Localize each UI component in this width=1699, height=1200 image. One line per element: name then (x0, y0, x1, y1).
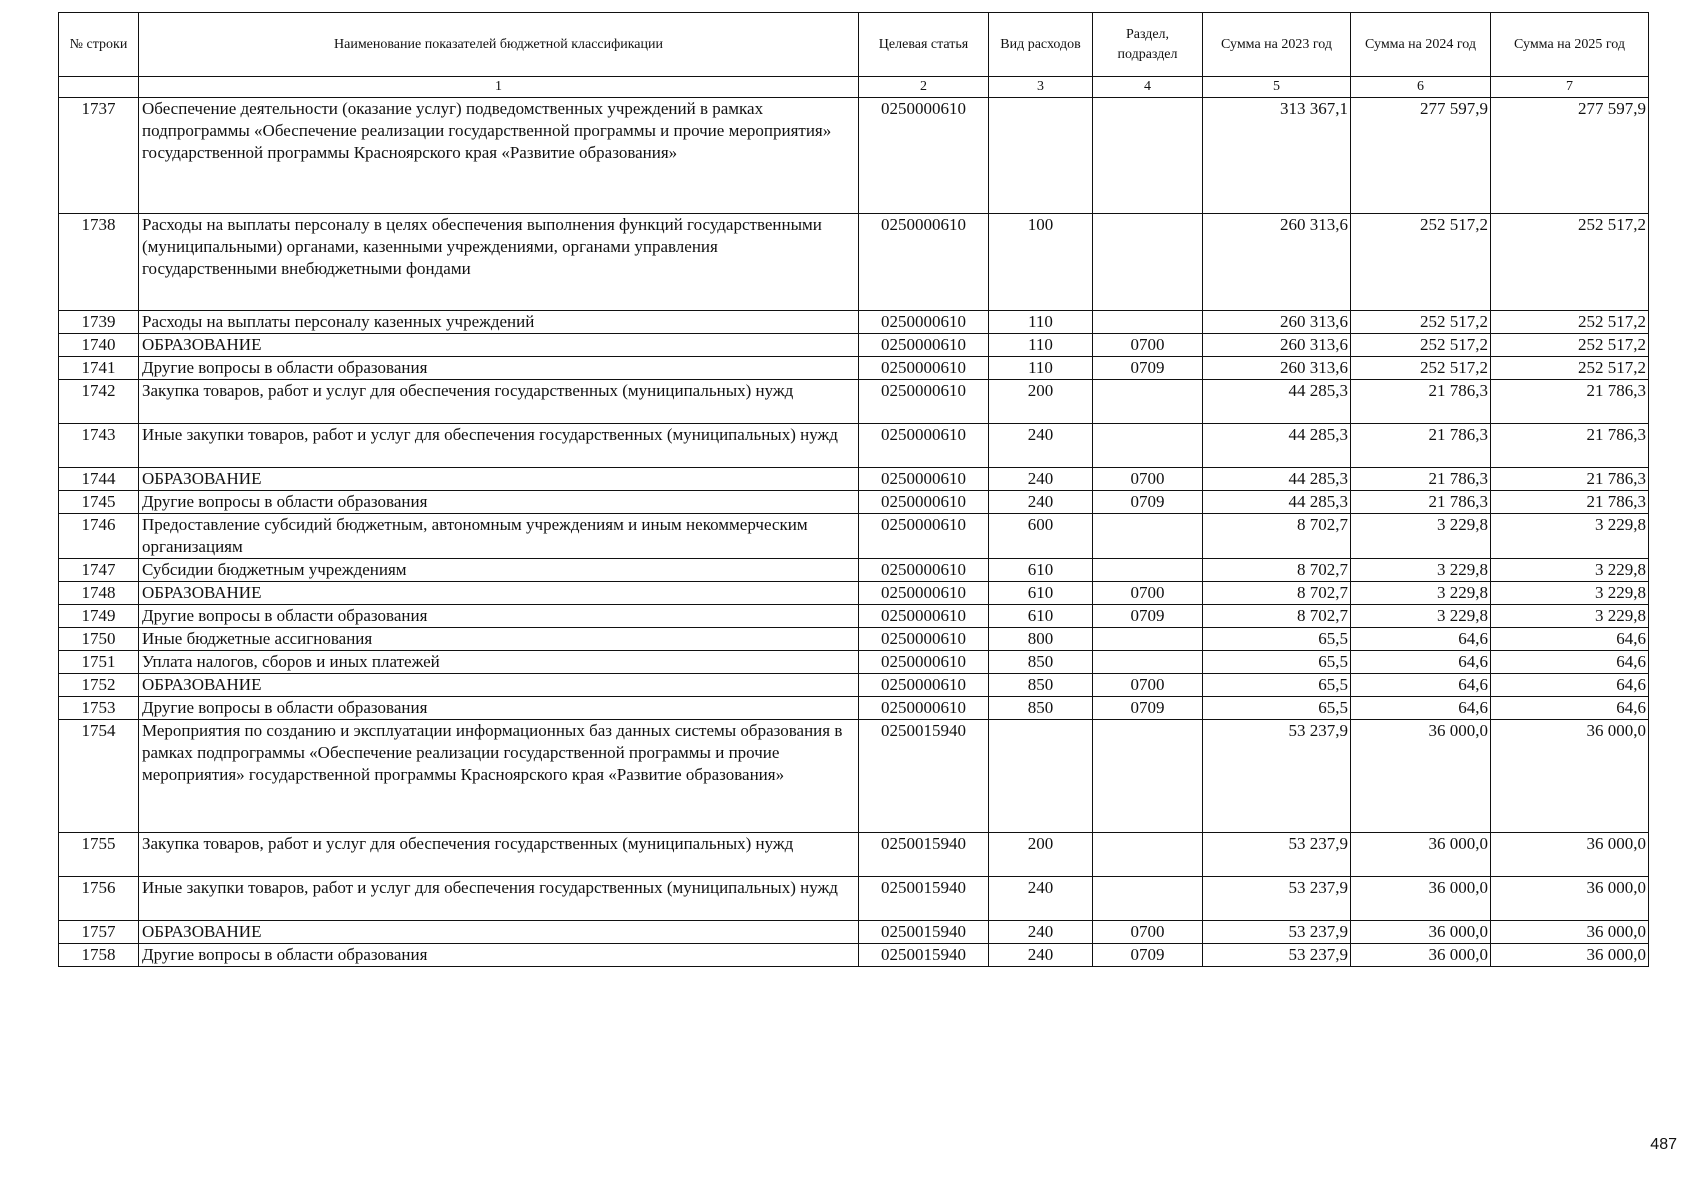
row-target-code: 0250000610 (859, 334, 989, 357)
row-section-code (1093, 311, 1203, 334)
row-expense-type (989, 98, 1093, 214)
row-target-code: 0250000610 (859, 582, 989, 605)
row-sum-2025: 252 517,2 (1491, 311, 1649, 334)
table-row (59, 380, 1649, 424)
row-section-code: 0709 (1093, 605, 1203, 628)
row-expense-type: 240 (989, 944, 1093, 967)
row-number: 1756 (59, 877, 139, 921)
row-expense-type: 100 (989, 214, 1093, 311)
header-name: Наименование показателей бюджетной классификации (139, 13, 859, 77)
row-sum-2025: 64,6 (1491, 628, 1649, 651)
row-sum-2023: 65,5 (1203, 651, 1351, 674)
row-sum-2025: 36 000,0 (1491, 720, 1649, 833)
row-section-code (1093, 98, 1203, 214)
header-sum-2024: Сумма на 2024 год (1351, 13, 1491, 77)
row-sum-2023: 260 313,6 (1203, 334, 1351, 357)
table-row (59, 468, 1649, 491)
row-sum-2025: 64,6 (1491, 674, 1649, 697)
column-number-row (59, 77, 1649, 98)
row-sum-2023: 260 313,6 (1203, 214, 1351, 311)
row-number: 1748 (59, 582, 139, 605)
row-sum-2025: 3 229,8 (1491, 605, 1649, 628)
row-sum-2025: 64,6 (1491, 697, 1649, 720)
row-target-code: 0250000610 (859, 697, 989, 720)
row-target-code: 0250015940 (859, 877, 989, 921)
row-sum-2025: 21 786,3 (1491, 380, 1649, 424)
row-name: Другие вопросы в области образования (139, 697, 859, 720)
row-sum-2024: 21 786,3 (1351, 380, 1491, 424)
column-number: 3 (989, 77, 1093, 98)
table-row (59, 921, 1649, 944)
row-expense-type: 240 (989, 491, 1093, 514)
row-target-code: 0250000610 (859, 605, 989, 628)
row-target-code: 0250000610 (859, 651, 989, 674)
row-sum-2025: 21 786,3 (1491, 468, 1649, 491)
header-sum-2025: Сумма на 2025 год (1491, 13, 1649, 77)
row-name: ОБРАЗОВАНИЕ (139, 582, 859, 605)
row-number: 1744 (59, 468, 139, 491)
row-sum-2024: 36 000,0 (1351, 944, 1491, 967)
row-target-code: 0250000610 (859, 514, 989, 559)
row-section-code: 0709 (1093, 357, 1203, 380)
row-number: 1753 (59, 697, 139, 720)
row-name: Расходы на выплаты персоналу в целях обеспечения выполнения функций государственными (муниципальными) органами, казенными учреждениями, органами управления государственными внебюджетными фондами (139, 214, 859, 311)
table-row (59, 720, 1649, 833)
row-number: 1742 (59, 380, 139, 424)
row-section-code (1093, 514, 1203, 559)
row-expense-type: 800 (989, 628, 1093, 651)
row-name: ОБРАЗОВАНИЕ (139, 334, 859, 357)
row-sum-2024: 21 786,3 (1351, 491, 1491, 514)
table-row (59, 651, 1649, 674)
row-name: Иные закупки товаров, работ и услуг для обеспечения государственных (муниципальных) нужд (139, 877, 859, 921)
row-sum-2025: 252 517,2 (1491, 357, 1649, 380)
table-row (59, 628, 1649, 651)
row-sum-2024: 64,6 (1351, 697, 1491, 720)
budget-table (58, 12, 1649, 967)
row-sum-2025: 252 517,2 (1491, 334, 1649, 357)
row-number: 1743 (59, 424, 139, 468)
table-row (59, 944, 1649, 967)
row-expense-type: 110 (989, 334, 1093, 357)
row-section-code (1093, 833, 1203, 877)
row-section-code: 0709 (1093, 944, 1203, 967)
row-expense-type: 110 (989, 311, 1093, 334)
row-sum-2025: 3 229,8 (1491, 514, 1649, 559)
header-exp-type: Вид расходов (989, 13, 1093, 77)
header-row-no: № строки (59, 13, 139, 77)
row-target-code: 0250000610 (859, 311, 989, 334)
row-number: 1754 (59, 720, 139, 833)
row-name: Другие вопросы в области образования (139, 357, 859, 380)
table-header-row (59, 13, 1649, 77)
table-body (59, 98, 1649, 967)
row-target-code: 0250000610 (859, 674, 989, 697)
row-sum-2024: 252 517,2 (1351, 334, 1491, 357)
row-sum-2024: 252 517,2 (1351, 214, 1491, 311)
header-target: Целевая статья (859, 13, 989, 77)
row-section-code: 0700 (1093, 921, 1203, 944)
row-name: Другие вопросы в области образования (139, 605, 859, 628)
row-name: Мероприятия по созданию и эксплуатации информационных баз данных системы образования в рамках подпрограммы «Обеспечение реализации государственной программы и прочие мероприятия» государственной программы Красноярского края «Развитие образования» (139, 720, 859, 833)
row-sum-2025: 36 000,0 (1491, 921, 1649, 944)
row-sum-2024: 36 000,0 (1351, 921, 1491, 944)
row-expense-type: 850 (989, 674, 1093, 697)
row-target-code: 0250000610 (859, 357, 989, 380)
row-sum-2025: 3 229,8 (1491, 582, 1649, 605)
row-section-code (1093, 214, 1203, 311)
row-sum-2025: 36 000,0 (1491, 877, 1649, 921)
row-section-code: 0709 (1093, 491, 1203, 514)
row-sum-2024: 3 229,8 (1351, 605, 1491, 628)
row-sum-2025: 3 229,8 (1491, 559, 1649, 582)
row-expense-type: 240 (989, 468, 1093, 491)
row-sum-2024: 277 597,9 (1351, 98, 1491, 214)
row-expense-type: 200 (989, 833, 1093, 877)
row-target-code: 0250015940 (859, 944, 989, 967)
row-sum-2023: 8 702,7 (1203, 605, 1351, 628)
row-target-code: 0250015940 (859, 720, 989, 833)
row-name: Предоставление субсидий бюджетным, автономным учреждениям и иным некоммерческим организациям (139, 514, 859, 559)
row-sum-2025: 36 000,0 (1491, 944, 1649, 967)
row-sum-2025: 277 597,9 (1491, 98, 1649, 214)
row-number: 1751 (59, 651, 139, 674)
table-row (59, 877, 1649, 921)
row-target-code: 0250000610 (859, 214, 989, 311)
row-expense-type: 850 (989, 651, 1093, 674)
row-sum-2023: 8 702,7 (1203, 559, 1351, 582)
row-sum-2023: 260 313,6 (1203, 357, 1351, 380)
row-target-code: 0250000610 (859, 468, 989, 491)
row-sum-2025: 64,6 (1491, 651, 1649, 674)
row-expense-type: 850 (989, 697, 1093, 720)
row-expense-type: 110 (989, 357, 1093, 380)
row-sum-2023: 53 237,9 (1203, 921, 1351, 944)
column-number: 1 (139, 77, 859, 98)
column-number: 2 (859, 77, 989, 98)
row-number: 1745 (59, 491, 139, 514)
row-name: ОБРАЗОВАНИЕ (139, 921, 859, 944)
row-expense-type: 610 (989, 605, 1093, 628)
row-sum-2023: 53 237,9 (1203, 720, 1351, 833)
table-row (59, 582, 1649, 605)
row-section-code (1093, 877, 1203, 921)
table-row (59, 605, 1649, 628)
table-row (59, 424, 1649, 468)
row-sum-2024: 36 000,0 (1351, 877, 1491, 921)
row-sum-2024: 252 517,2 (1351, 357, 1491, 380)
row-expense-type: 240 (989, 877, 1093, 921)
row-number: 1752 (59, 674, 139, 697)
header-sum-2023: Сумма на 2023 год (1203, 13, 1351, 77)
row-target-code: 0250000610 (859, 98, 989, 214)
row-target-code: 0250000610 (859, 628, 989, 651)
row-target-code: 0250000610 (859, 559, 989, 582)
row-sum-2023: 65,5 (1203, 697, 1351, 720)
row-sum-2023: 65,5 (1203, 628, 1351, 651)
row-sum-2023: 8 702,7 (1203, 514, 1351, 559)
row-number: 1750 (59, 628, 139, 651)
row-name: ОБРАЗОВАНИЕ (139, 674, 859, 697)
row-sum-2023: 8 702,7 (1203, 582, 1351, 605)
row-section-code: 0700 (1093, 334, 1203, 357)
row-expense-type: 200 (989, 380, 1093, 424)
table-row (59, 674, 1649, 697)
row-sum-2024: 21 786,3 (1351, 424, 1491, 468)
column-number: 5 (1203, 77, 1351, 98)
row-number: 1737 (59, 98, 139, 214)
row-number: 1755 (59, 833, 139, 877)
row-name: Другие вопросы в области образования (139, 491, 859, 514)
row-name: Иные бюджетные ассигнования (139, 628, 859, 651)
row-name: Другие вопросы в области образования (139, 944, 859, 967)
row-section-code (1093, 559, 1203, 582)
row-sum-2024: 64,6 (1351, 651, 1491, 674)
row-sum-2024: 64,6 (1351, 674, 1491, 697)
row-name: Уплата налогов, сборов и иных платежей (139, 651, 859, 674)
row-sum-2024: 3 229,8 (1351, 514, 1491, 559)
page-number: 487 (1650, 1136, 1677, 1153)
row-target-code: 0250015940 (859, 833, 989, 877)
row-sum-2023: 44 285,3 (1203, 468, 1351, 491)
row-target-code: 0250000610 (859, 380, 989, 424)
budget-table-container (58, 12, 1648, 967)
row-name: Обеспечение деятельности (оказание услуг) подведомственных учреждений в рамках подпрограммы «Обеспечение реализации государственной программы и прочие мероприятия» государственной программы Красноярского края «Развитие образования» (139, 98, 859, 214)
row-sum-2023: 44 285,3 (1203, 424, 1351, 468)
table-row (59, 833, 1649, 877)
row-target-code: 0250000610 (859, 491, 989, 514)
row-section-code: 0709 (1093, 697, 1203, 720)
row-sum-2023: 260 313,6 (1203, 311, 1351, 334)
table-row (59, 491, 1649, 514)
table-row (59, 214, 1649, 311)
row-number: 1747 (59, 559, 139, 582)
row-sum-2023: 313 367,1 (1203, 98, 1351, 214)
table-row (59, 357, 1649, 380)
row-target-code: 0250000610 (859, 424, 989, 468)
row-section-code (1093, 424, 1203, 468)
row-section-code: 0700 (1093, 674, 1203, 697)
row-sum-2025: 21 786,3 (1491, 491, 1649, 514)
row-sum-2024: 252 517,2 (1351, 311, 1491, 334)
table-row (59, 311, 1649, 334)
row-expense-type: 240 (989, 424, 1093, 468)
header-section: Раздел, подраздел (1093, 13, 1203, 77)
table-row (59, 559, 1649, 582)
column-number: 6 (1351, 77, 1491, 98)
row-expense-type: 600 (989, 514, 1093, 559)
row-number: 1741 (59, 357, 139, 380)
row-target-code: 0250015940 (859, 921, 989, 944)
row-section-code (1093, 651, 1203, 674)
row-number: 1739 (59, 311, 139, 334)
row-sum-2023: 53 237,9 (1203, 877, 1351, 921)
row-expense-type: 240 (989, 921, 1093, 944)
row-section-code: 0700 (1093, 468, 1203, 491)
column-number: 4 (1093, 77, 1203, 98)
row-number: 1749 (59, 605, 139, 628)
row-section-code (1093, 720, 1203, 833)
row-name: Расходы на выплаты персоналу казенных учреждений (139, 311, 859, 334)
row-sum-2023: 65,5 (1203, 674, 1351, 697)
table-row (59, 697, 1649, 720)
row-sum-2023: 44 285,3 (1203, 380, 1351, 424)
row-expense-type (989, 720, 1093, 833)
row-number: 1757 (59, 921, 139, 944)
row-sum-2025: 21 786,3 (1491, 424, 1649, 468)
row-sum-2024: 3 229,8 (1351, 582, 1491, 605)
table-row (59, 514, 1649, 559)
row-number: 1746 (59, 514, 139, 559)
row-expense-type: 610 (989, 582, 1093, 605)
row-sum-2025: 36 000,0 (1491, 833, 1649, 877)
row-sum-2023: 53 237,9 (1203, 944, 1351, 967)
row-name: Закупка товаров, работ и услуг для обеспечения государственных (муниципальных) нужд (139, 833, 859, 877)
row-sum-2023: 44 285,3 (1203, 491, 1351, 514)
row-sum-2024: 3 229,8 (1351, 559, 1491, 582)
row-sum-2024: 21 786,3 (1351, 468, 1491, 491)
table-row (59, 334, 1649, 357)
row-number: 1740 (59, 334, 139, 357)
column-number: 7 (1491, 77, 1649, 98)
row-name: Закупка товаров, работ и услуг для обеспечения государственных (муниципальных) нужд (139, 380, 859, 424)
row-section-code (1093, 380, 1203, 424)
row-sum-2024: 36 000,0 (1351, 720, 1491, 833)
row-expense-type: 610 (989, 559, 1093, 582)
row-sum-2024: 64,6 (1351, 628, 1491, 651)
row-sum-2024: 36 000,0 (1351, 833, 1491, 877)
row-sum-2023: 53 237,9 (1203, 833, 1351, 877)
row-number: 1738 (59, 214, 139, 311)
row-number: 1758 (59, 944, 139, 967)
row-name: Субсидии бюджетным учреждениям (139, 559, 859, 582)
row-name: ОБРАЗОВАНИЕ (139, 468, 859, 491)
row-sum-2025: 252 517,2 (1491, 214, 1649, 311)
table-row (59, 98, 1649, 214)
row-section-code: 0700 (1093, 582, 1203, 605)
row-section-code (1093, 628, 1203, 651)
column-number (59, 77, 139, 98)
row-name: Иные закупки товаров, работ и услуг для обеспечения государственных (муниципальных) нужд (139, 424, 859, 468)
